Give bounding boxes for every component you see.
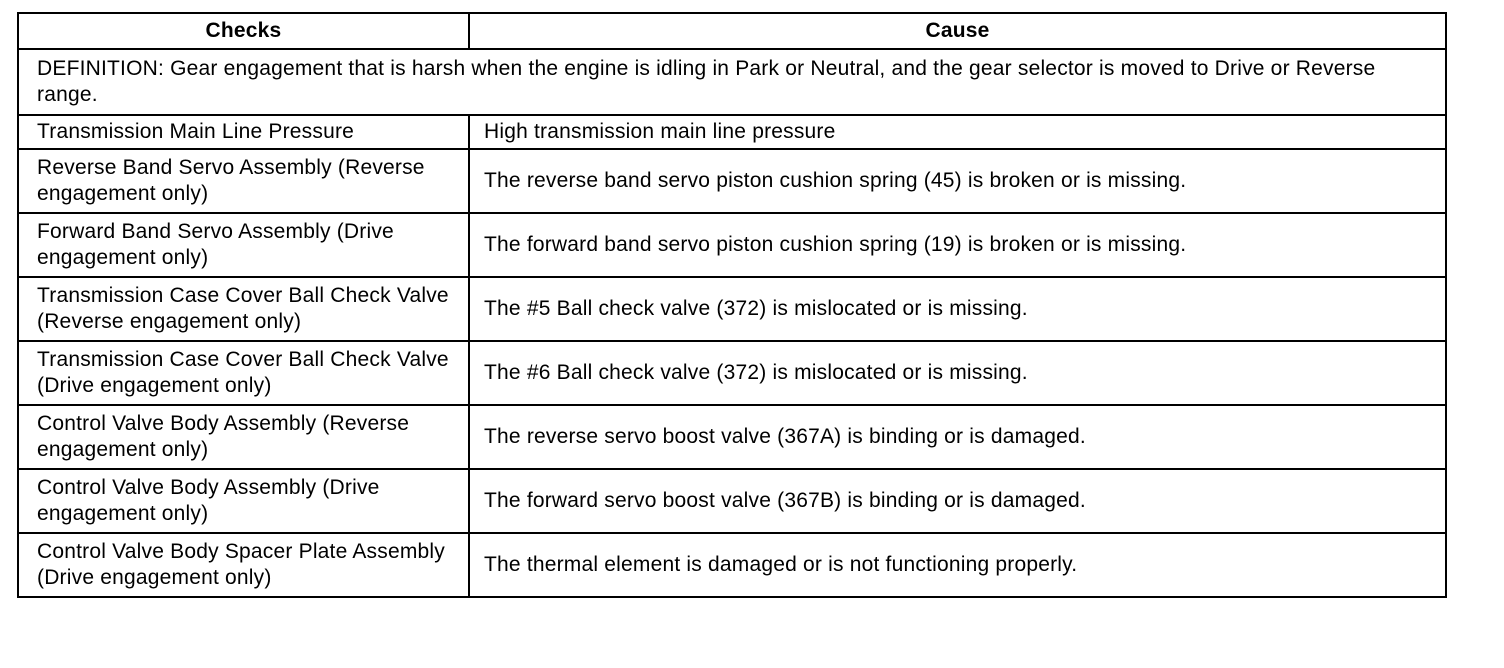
check-cell: Transmission Case Cover Ball Check Valve (Drive engagement only) bbox=[18, 341, 469, 405]
table-row bbox=[18, 277, 1446, 341]
cause-cell: The reverse servo boost valve (367A) is binding or is damaged. bbox=[469, 405, 1446, 469]
cause-cell: The thermal element is damaged or is not functioning properly. bbox=[469, 533, 1446, 597]
check-cell: Control Valve Body Assembly (Reverse engagement only) bbox=[18, 405, 469, 469]
definition-row bbox=[18, 49, 1446, 115]
table-row bbox=[18, 533, 1446, 597]
diagnosis-sheet bbox=[17, 12, 1445, 598]
table-row bbox=[18, 149, 1446, 213]
cause-cell: The forward band servo piston cushion spring (19) is broken or is missing. bbox=[469, 213, 1446, 277]
table-row bbox=[18, 341, 1446, 405]
table-row bbox=[18, 115, 1446, 149]
header-row bbox=[18, 13, 1446, 49]
definition-text: DEFINITION: Gear engagement that is harsh when the engine is idling in Park or Neutral, and the gear selector is moved to Drive or Reverse range. bbox=[18, 49, 1446, 115]
table-row bbox=[18, 469, 1446, 533]
cause-cell: The #5 Ball check valve (372) is mislocated or is missing. bbox=[469, 277, 1446, 341]
table-row bbox=[18, 405, 1446, 469]
check-cell: Control Valve Body Spacer Plate Assembly (Drive engagement only) bbox=[18, 533, 469, 597]
cause-column-header: Cause bbox=[469, 13, 1446, 49]
cause-cell: The reverse band servo piston cushion spring (45) is broken or is missing. bbox=[469, 149, 1446, 213]
cause-cell: High transmission main line pressure bbox=[469, 115, 1446, 149]
check-cell: Transmission Main Line Pressure bbox=[18, 115, 469, 149]
checks-column-header: Checks bbox=[18, 13, 469, 49]
cause-cell: The #6 Ball check valve (372) is mislocated or is missing. bbox=[469, 341, 1446, 405]
cause-cell: The forward servo boost valve (367B) is binding or is damaged. bbox=[469, 469, 1446, 533]
check-cell: Transmission Case Cover Ball Check Valve (Reverse engagement only) bbox=[18, 277, 469, 341]
check-cell: Control Valve Body Assembly (Drive engagement only) bbox=[18, 469, 469, 533]
check-cell: Reverse Band Servo Assembly (Reverse engagement only) bbox=[18, 149, 469, 213]
table-row bbox=[18, 213, 1446, 277]
check-cell: Forward Band Servo Assembly (Drive engagement only) bbox=[18, 213, 469, 277]
diagnosis-table bbox=[17, 12, 1447, 598]
